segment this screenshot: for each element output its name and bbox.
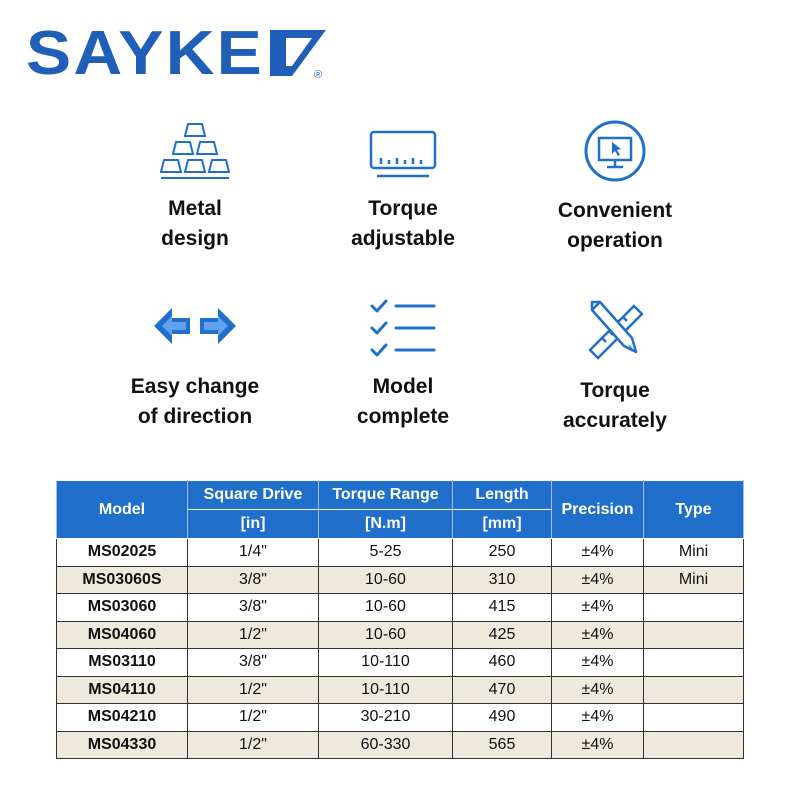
- monitor-cursor-icon: [582, 118, 648, 184]
- header-square-drive: Square Drive: [188, 481, 319, 510]
- cell-length: 310: [453, 566, 552, 594]
- cell-length: 565: [453, 731, 552, 759]
- cell-model: MS02025: [57, 539, 188, 567]
- feature-label: Model complete: [356, 375, 450, 428]
- cell-torque: 10-110: [319, 676, 453, 704]
- feature-torque-adjustable: [303, 118, 503, 254]
- table-row: [57, 539, 744, 567]
- cell-model: MS04060: [57, 621, 188, 649]
- header-model: Model: [57, 481, 188, 539]
- ruler-gauge-icon: [367, 118, 439, 182]
- cell-precision: ±4%: [552, 649, 644, 677]
- cell-torque: 5-25: [319, 539, 453, 567]
- gold-bars-icon: [160, 118, 230, 182]
- cell-length: 425: [453, 621, 552, 649]
- cell-precision: ±4%: [552, 704, 644, 732]
- cell-torque: 10-110: [319, 649, 453, 677]
- cell-type: Mini: [644, 539, 744, 567]
- checklist-icon: [368, 298, 438, 358]
- cell-model: MS03060S: [57, 566, 188, 594]
- cell-torque: 10-60: [319, 621, 453, 649]
- cell-type: [644, 649, 744, 677]
- header-length-unit: [mm]: [453, 510, 552, 539]
- cell-drive: 1/2": [188, 676, 319, 704]
- table-row: [57, 594, 744, 622]
- table-row: [57, 649, 744, 677]
- cell-model: MS03060: [57, 594, 188, 622]
- cell-length: 250: [453, 539, 552, 567]
- cell-precision: ±4%: [552, 594, 644, 622]
- cell-torque: 10-60: [319, 594, 453, 622]
- cell-type: [644, 621, 744, 649]
- cell-length: 470: [453, 676, 552, 704]
- header-torque-range: Torque Range: [319, 481, 453, 510]
- table-row: [57, 731, 744, 759]
- feature-easy-change-direction: [95, 300, 295, 432]
- feature-convenient-operation: [515, 118, 715, 256]
- feature-model-complete: [303, 298, 503, 432]
- spec-table: [56, 480, 744, 759]
- pencil-ruler-icon: [582, 298, 648, 360]
- feature-label: Metal design: [161, 197, 229, 250]
- feature-torque-accurately: [515, 298, 715, 436]
- table-row: [57, 566, 744, 594]
- cell-drive: 3/8": [188, 594, 319, 622]
- cell-drive: 1/2": [188, 621, 319, 649]
- header-precision: Precision: [552, 481, 644, 539]
- svg-text:SAYKE: SAYKE: [26, 22, 264, 84]
- cell-precision: ±4%: [552, 676, 644, 704]
- table-row: [57, 704, 744, 732]
- cell-precision: ±4%: [552, 621, 644, 649]
- feature-metal-design: [95, 118, 295, 254]
- cell-torque: 10-60: [319, 566, 453, 594]
- cell-length: 460: [453, 649, 552, 677]
- cell-type: [644, 731, 744, 759]
- brand-logo: [26, 22, 336, 84]
- cell-precision: ±4%: [552, 731, 644, 759]
- cell-model: MS04210: [57, 704, 188, 732]
- table-row: [57, 676, 744, 704]
- cell-model: MS03110: [57, 649, 188, 677]
- cell-type: Mini: [644, 566, 744, 594]
- cell-drive: 1/2": [188, 704, 319, 732]
- cell-torque: 60-330: [319, 731, 453, 759]
- feature-label: Convenient operation: [557, 199, 673, 252]
- cell-drive: 1/4": [188, 539, 319, 567]
- cell-precision: ±4%: [552, 566, 644, 594]
- header-length: Length: [453, 481, 552, 510]
- header-square-drive-unit: [in]: [188, 510, 319, 539]
- feature-label: Easy change of direction: [130, 375, 260, 428]
- table-row: [57, 621, 744, 649]
- cell-type: [644, 676, 744, 704]
- header-torque-range-unit: [N.m]: [319, 510, 453, 539]
- header-type: Type: [644, 481, 744, 539]
- cell-precision: ±4%: [552, 539, 644, 567]
- cell-type: [644, 704, 744, 732]
- cell-length: 490: [453, 704, 552, 732]
- cell-torque: 30-210: [319, 704, 453, 732]
- cell-drive: 1/2": [188, 731, 319, 759]
- cell-drive: 3/8": [188, 649, 319, 677]
- registered-mark: ®: [314, 69, 323, 81]
- feature-label: Torque adjustable: [351, 197, 455, 250]
- direction-arrows-icon: [152, 300, 238, 352]
- cell-type: [644, 594, 744, 622]
- cell-model: MS04110: [57, 676, 188, 704]
- cell-model: MS04330: [57, 731, 188, 759]
- sayke-logo-icon: [26, 22, 336, 84]
- feature-label: Torque accurately: [563, 379, 667, 432]
- cell-drive: 3/8": [188, 566, 319, 594]
- cell-length: 415: [453, 594, 552, 622]
